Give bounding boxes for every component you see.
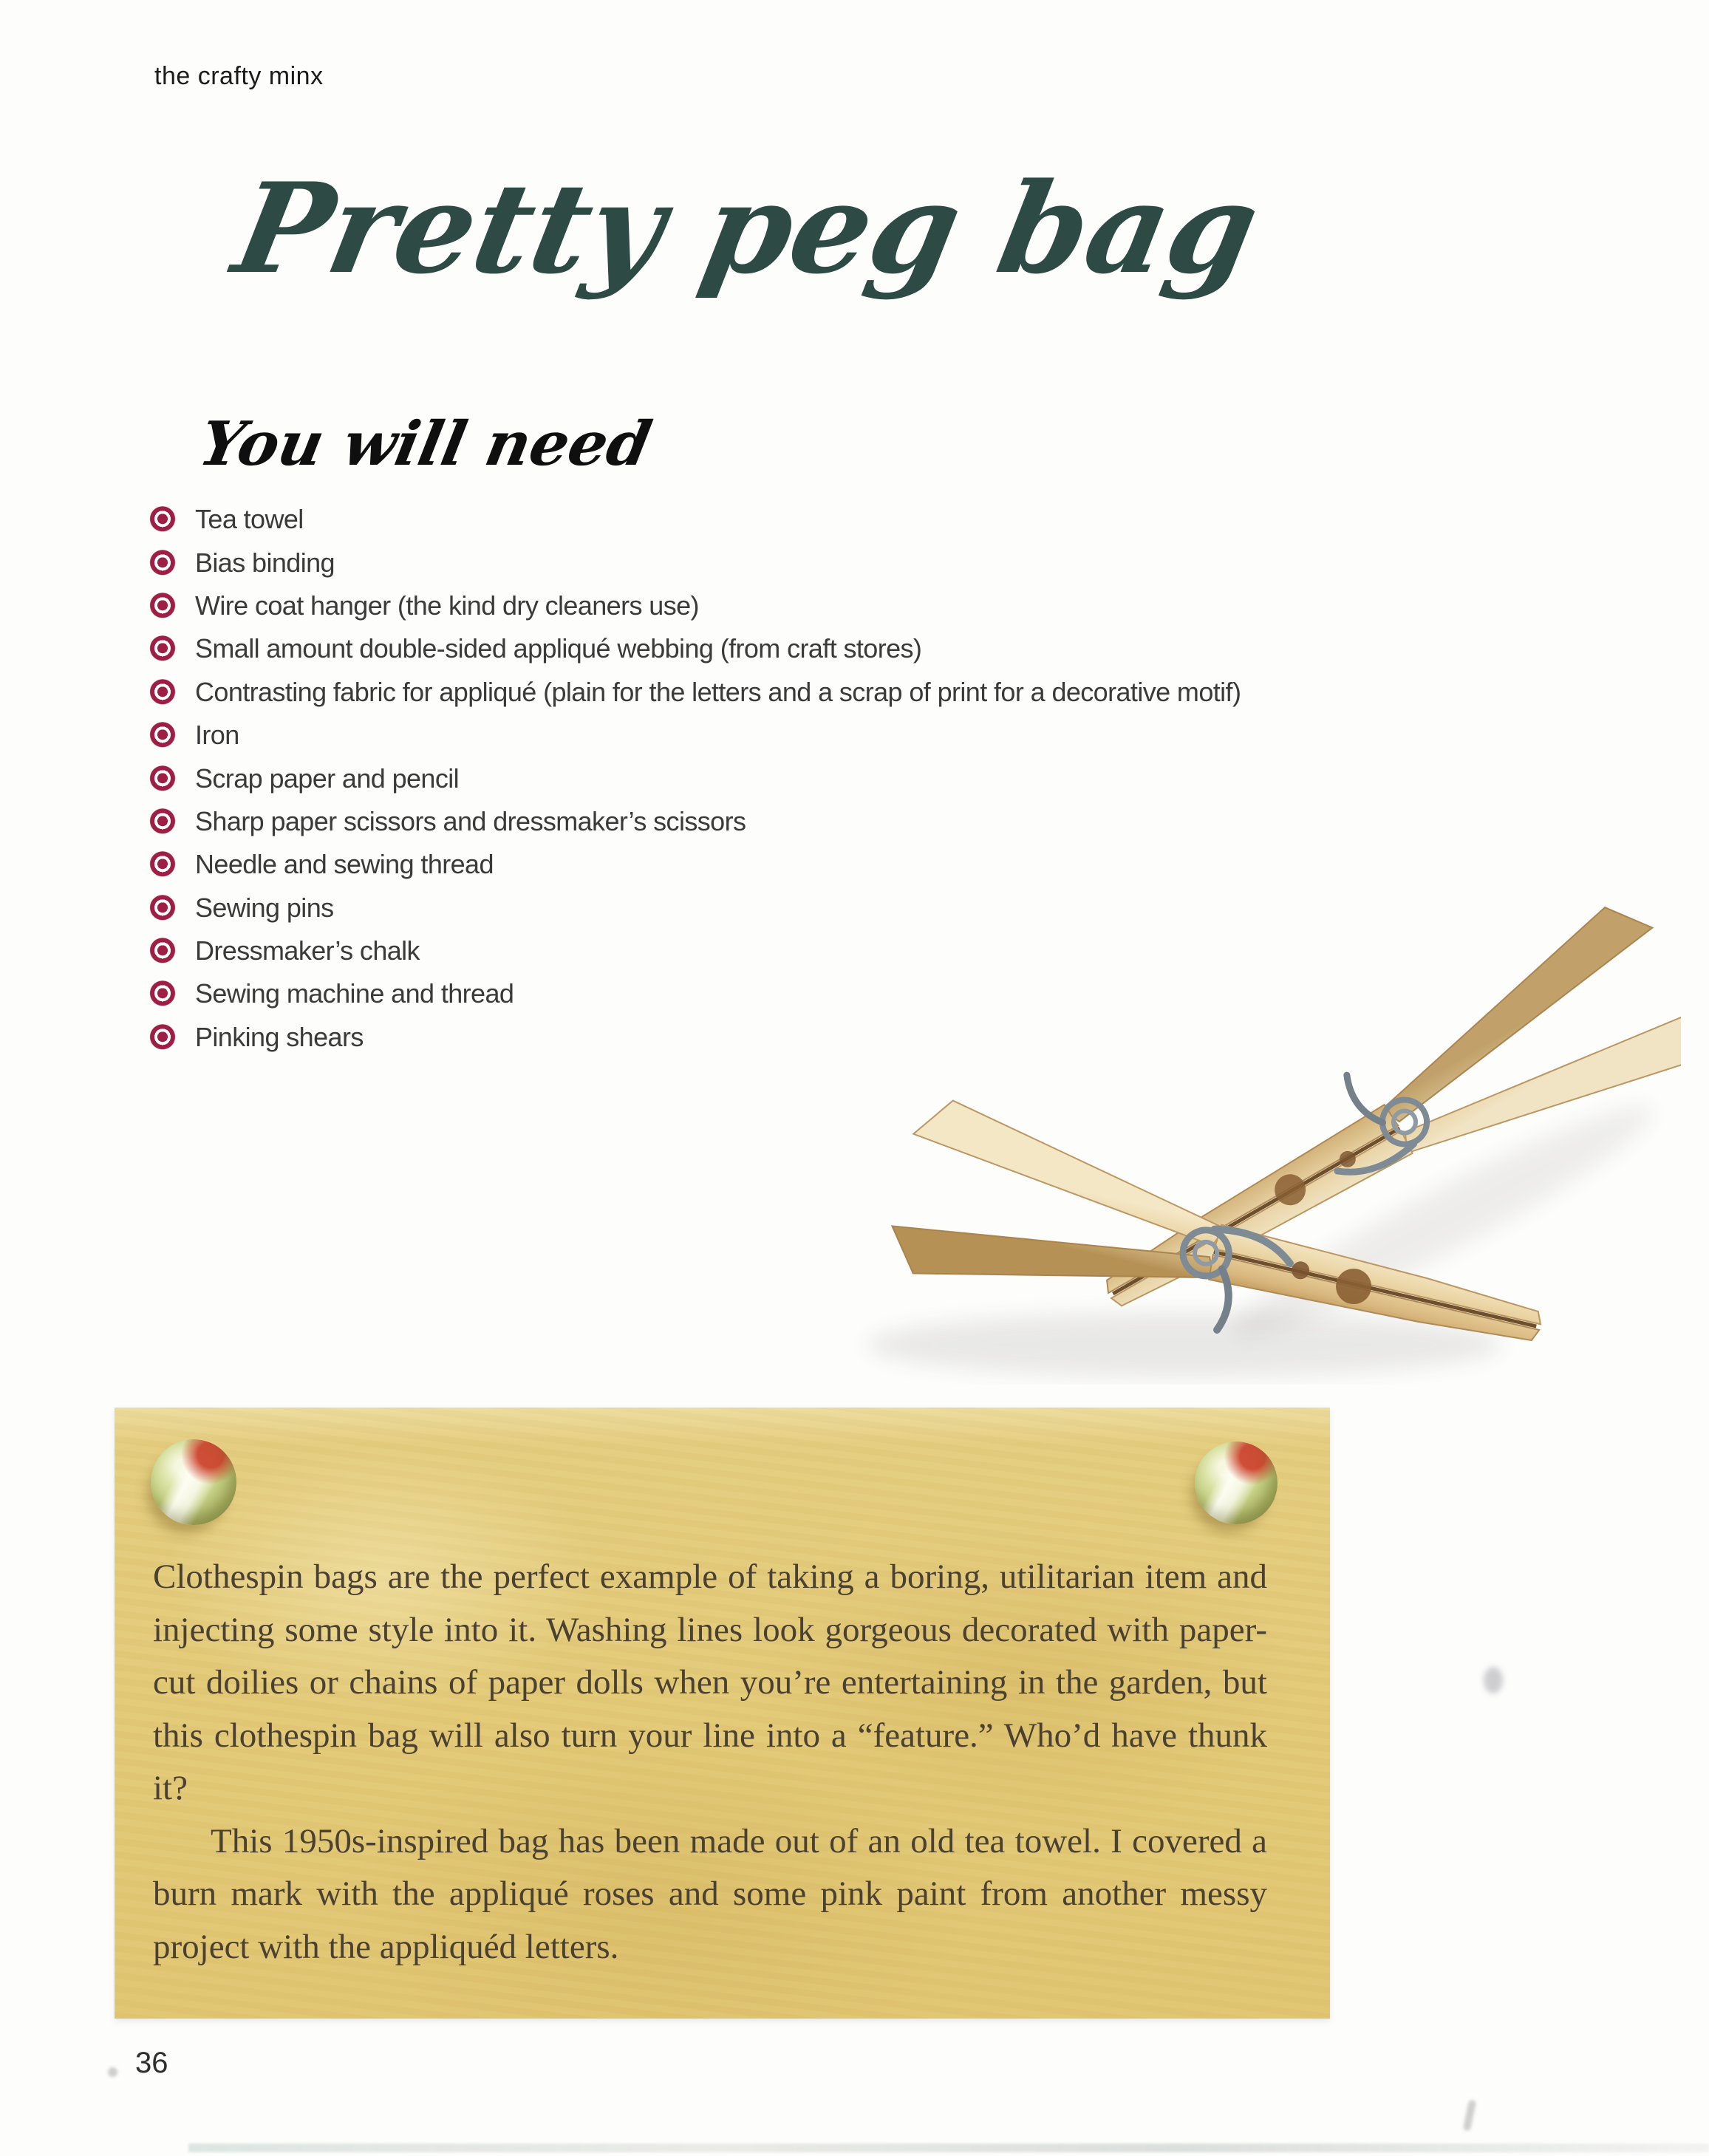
target-bullet-icon (149, 938, 176, 964)
page-number: 36 (135, 2047, 168, 2079)
target-bullet-icon (149, 765, 176, 792)
list-item (145, 541, 1241, 584)
list-item-label: Sewing machine and thread (195, 978, 514, 1009)
target-bullet-icon (149, 722, 176, 748)
scan-smudge-artifact (1484, 1667, 1503, 1693)
target-bullet-icon (149, 851, 176, 878)
target-bullet-icon (149, 980, 176, 1007)
list-item-label: Contrasting fabric for appliqué (plain for the letters and a scrap of print for a decorative motif) (195, 676, 1241, 707)
list-item (145, 671, 1241, 714)
list-item-label: Sewing pins (195, 892, 334, 923)
materials-heading: You will need (194, 409, 658, 480)
list-item (145, 584, 1241, 627)
list-item (145, 627, 1241, 670)
target-bullet-icon (149, 1024, 176, 1051)
target-bullet-icon (149, 679, 176, 706)
list-item (145, 498, 1241, 541)
page-edge-artifact (188, 2143, 1709, 2152)
scan-smudge-artifact (1463, 2099, 1477, 2131)
target-bullet-icon (149, 593, 176, 619)
list-item-label: Iron (195, 720, 239, 751)
list-item (145, 800, 1241, 843)
target-bullet-icon (149, 808, 176, 835)
target-bullet-icon (149, 550, 176, 576)
list-item-label: Pinking shears (195, 1021, 364, 1052)
list-item (145, 757, 1241, 799)
list-item-label: Bias binding (195, 547, 335, 578)
list-item-label: Needle and sewing thread (195, 849, 494, 880)
list-item (145, 714, 1241, 757)
list-item (145, 843, 1241, 886)
list-item-label: Dressmaker’s chalk (195, 935, 420, 966)
running-header: the crafty minx (154, 62, 324, 90)
target-bullet-icon (149, 506, 176, 533)
pushpin-icon (151, 1439, 236, 1525)
list-item-label: Tea towel (195, 504, 304, 535)
note-card (115, 1408, 1330, 2019)
clothespins-photo (837, 903, 1681, 1385)
list-item-label: Scrap paper and pencil (195, 763, 460, 794)
note-card-text (153, 1551, 1267, 1974)
page-title: Pretty peg bag (223, 155, 1270, 301)
note-paragraph: This 1950s-inspired bag has been made out of an old tea towel. I covered a burn mark with the appliqué roses and some pink paint from another messy project with the appliquéd letters. (153, 1821, 1267, 1966)
target-bullet-icon (149, 895, 176, 921)
list-item-label: Wire coat hanger (the kind dry cleaners use) (195, 590, 699, 621)
scan-dot-artifact (108, 2067, 117, 2077)
list-item-label: Small amount double-sided appliqué webbing (from craft stores) (195, 633, 922, 664)
pushpin-icon (1195, 1442, 1278, 1524)
list-item-label: Sharp paper scissors and dressmaker’s scissors (195, 805, 746, 836)
target-bullet-icon (149, 635, 176, 662)
note-paragraph: Clothespin bags are the perfect example of taking a boring, utilitarian item and injecting some style into it. Washing lines look gorgeous decorated with paper-cut doilies or chains of paper dolls when you’re entertaining in the garden, but this clothespin bag will also turn your line into a “feature.” Who’d have thunk it? (153, 1558, 1267, 1807)
